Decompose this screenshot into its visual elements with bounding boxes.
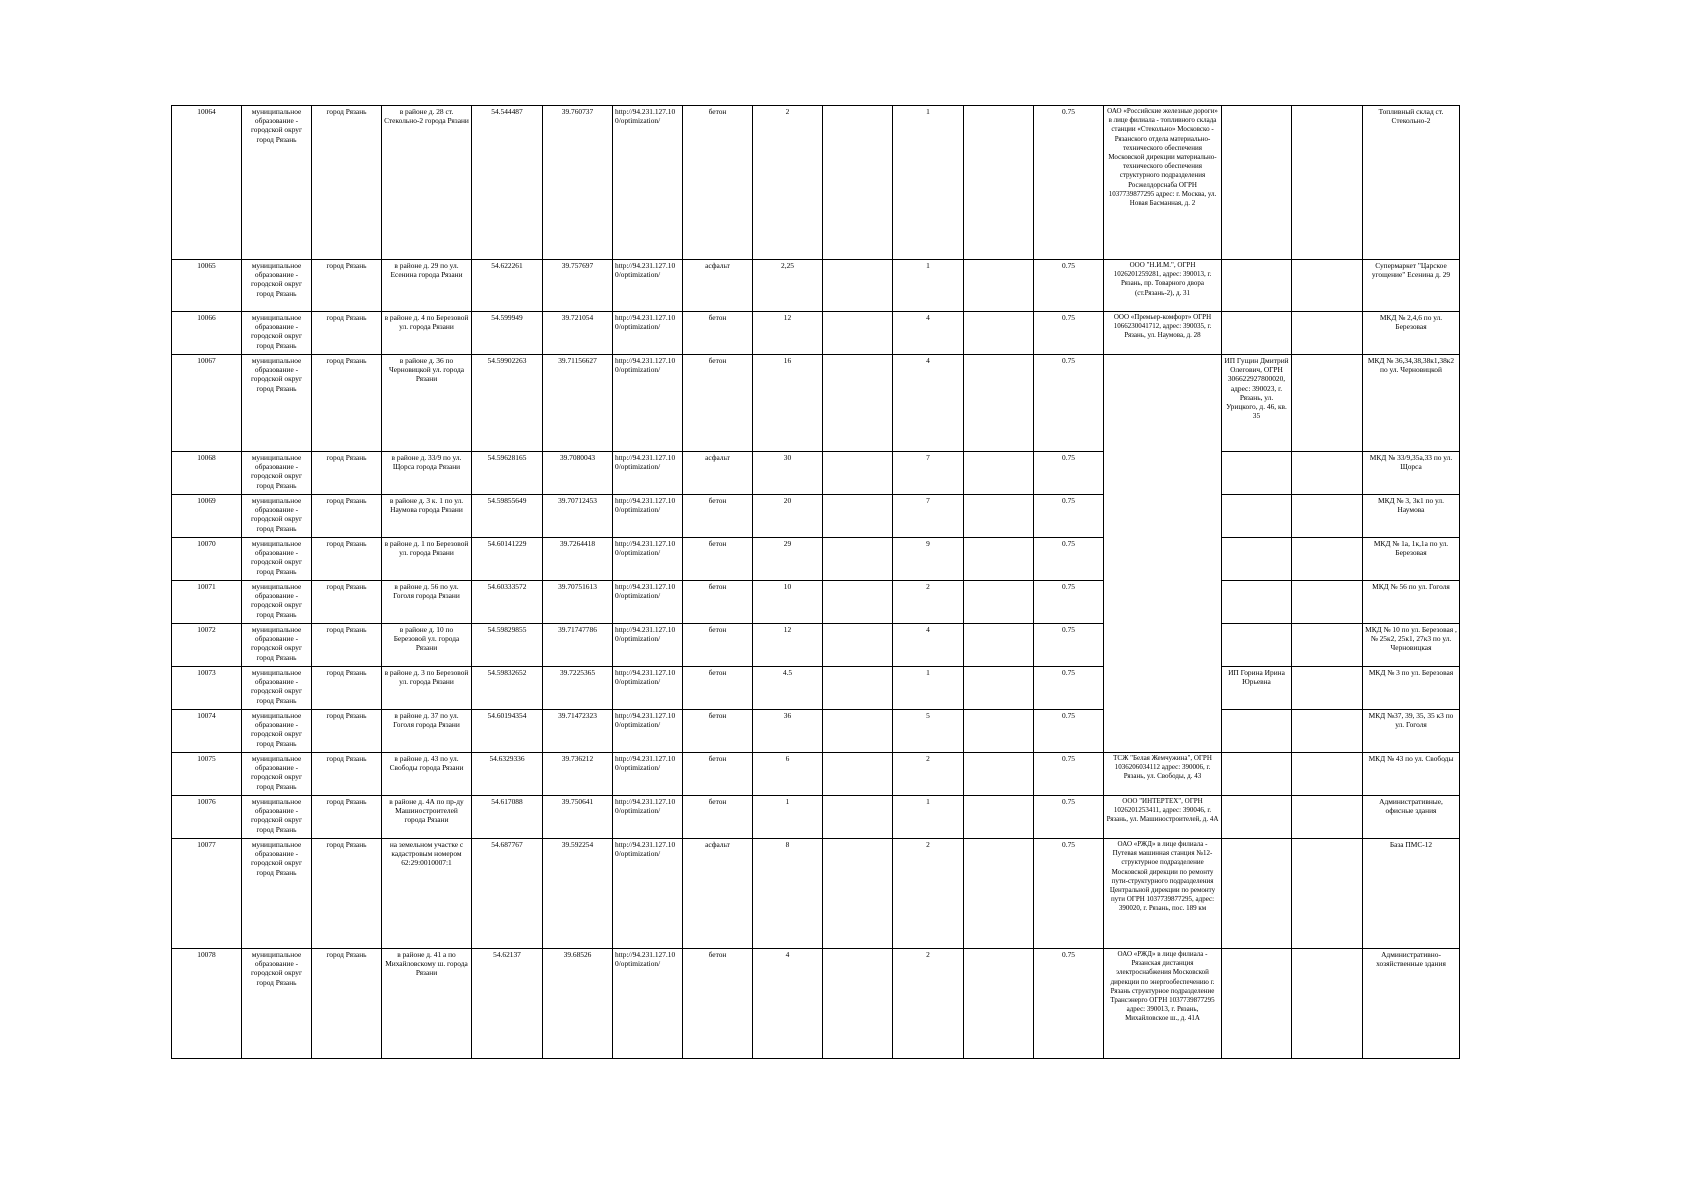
cell-empty bbox=[1292, 839, 1363, 949]
cell-id: 10070 bbox=[172, 538, 242, 581]
cell-volume: 0.75 bbox=[1034, 260, 1104, 312]
cell-id: 10065 bbox=[172, 260, 242, 312]
cell-empty bbox=[1292, 624, 1363, 667]
cell-location: в районе д. 41 а по Михайловскому ш. города Рязани bbox=[382, 949, 472, 1059]
cell-empty bbox=[1292, 495, 1363, 538]
table-row bbox=[172, 260, 1460, 312]
cell-city: город Рязань bbox=[312, 260, 382, 312]
cell-entrepreneur bbox=[1222, 260, 1292, 312]
cell-containers: 4 bbox=[893, 312, 964, 355]
cell-city: город Рязань bbox=[312, 753, 382, 796]
cell-area: 2,25 bbox=[753, 260, 823, 312]
cell-empty bbox=[823, 796, 893, 839]
cell-empty bbox=[964, 538, 1034, 581]
cell-area: 6 bbox=[753, 753, 823, 796]
cell-empty bbox=[964, 312, 1034, 355]
cell-surface: бетон bbox=[683, 495, 753, 538]
cell-id: 10068 bbox=[172, 452, 242, 495]
cell-owner: ООО "Н.И.М.", ОГРН 1026201259281, адрес: 390013, г. Рязань, пр. Товарного двора (ст.Рязань-2), д. 31 bbox=[1104, 260, 1222, 312]
cell-waste-sources: Супермаркет "Царское угощение" Есенина д. 29 bbox=[1363, 260, 1460, 312]
cell-empty bbox=[964, 452, 1034, 495]
cell-municipality: муниципальное образование - городской округ город Рязань bbox=[242, 106, 312, 260]
table-row bbox=[172, 949, 1460, 1059]
cell-surface: бетон bbox=[683, 581, 753, 624]
cell-surface: бетон bbox=[683, 106, 753, 260]
cell-containers: 1 bbox=[893, 667, 964, 710]
cell-latitude: 54.59902263 bbox=[472, 355, 543, 452]
cell-empty bbox=[823, 949, 893, 1059]
cell-map-link[interactable]: http://94.231.127.10 0/optimization/ bbox=[613, 949, 683, 1059]
cell-area: 10 bbox=[753, 581, 823, 624]
cell-location: в районе д. 4А по пр-ду Машиностроителей города Рязани bbox=[382, 796, 472, 839]
table-row bbox=[172, 106, 1460, 260]
cell-location: в районе д. 1 по Березовой ул. города Рязани bbox=[382, 538, 472, 581]
cell-containers: 1 bbox=[893, 260, 964, 312]
cell-entrepreneur bbox=[1222, 452, 1292, 495]
cell-longitude: 39.750641 bbox=[543, 796, 613, 839]
cell-map-link[interactable]: http://94.231.127.10 0/optimization/ bbox=[613, 753, 683, 796]
cell-area: 2 bbox=[753, 106, 823, 260]
cell-empty bbox=[964, 495, 1034, 538]
cell-map-link[interactable]: http://94.231.127.10 0/optimization/ bbox=[613, 312, 683, 355]
cell-city: город Рязань bbox=[312, 710, 382, 753]
cell-containers: 2 bbox=[893, 839, 964, 949]
cell-location: в районе д. 3 по Березовой ул. города Рязани bbox=[382, 667, 472, 710]
cell-latitude: 54.62137 bbox=[472, 949, 543, 1059]
cell-location: в районе д. 37 по ул. Гоголя города Рязани bbox=[382, 710, 472, 753]
cell-municipality: муниципальное образование - городской округ город Рязань bbox=[242, 624, 312, 667]
cell-entrepreneur bbox=[1222, 538, 1292, 581]
cell-area: 16 bbox=[753, 355, 823, 452]
cell-city: город Рязань bbox=[312, 581, 382, 624]
cell-waste-sources: МКД № 3 по ул. Березовая bbox=[1363, 667, 1460, 710]
cell-empty bbox=[964, 796, 1034, 839]
cell-id: 10073 bbox=[172, 667, 242, 710]
cell-empty bbox=[964, 753, 1034, 796]
cell-empty bbox=[1292, 753, 1363, 796]
table-row bbox=[172, 710, 1460, 753]
cell-map-link[interactable]: http://94.231.127.10 0/optimization/ bbox=[613, 260, 683, 312]
cell-entrepreneur bbox=[1222, 710, 1292, 753]
cell-empty bbox=[1292, 538, 1363, 581]
cell-location: в районе д. 33/9 по ул. Щорса города Рязани bbox=[382, 452, 472, 495]
cell-area: 12 bbox=[753, 312, 823, 355]
cell-id: 10074 bbox=[172, 710, 242, 753]
cell-longitude: 39.71156627 bbox=[543, 355, 613, 452]
cell-longitude: 39.7264418 bbox=[543, 538, 613, 581]
cell-map-link[interactable]: http://94.231.127.10 0/optimization/ bbox=[613, 495, 683, 538]
cell-containers: 4 bbox=[893, 624, 964, 667]
cell-containers: 9 bbox=[893, 538, 964, 581]
cell-empty bbox=[823, 260, 893, 312]
cell-longitude: 39.736212 bbox=[543, 753, 613, 796]
cell-municipality: муниципальное образование - городской округ город Рязань bbox=[242, 355, 312, 452]
cell-area: 4.5 bbox=[753, 667, 823, 710]
cell-volume: 0.75 bbox=[1034, 624, 1104, 667]
cell-surface: бетон bbox=[683, 312, 753, 355]
cell-municipality: муниципальное образование - городской округ город Рязань bbox=[242, 839, 312, 949]
table-row bbox=[172, 452, 1460, 495]
table-row bbox=[172, 538, 1460, 581]
cell-area: 30 bbox=[753, 452, 823, 495]
cell-waste-sources: Административные, офисные здания bbox=[1363, 796, 1460, 839]
table-row bbox=[172, 839, 1460, 949]
cell-map-link[interactable]: http://94.231.127.10 0/optimization/ bbox=[613, 667, 683, 710]
cell-waste-sources: МКД № 3, 3к1 по ул. Наумова bbox=[1363, 495, 1460, 538]
cell-municipality: муниципальное образование - городской округ город Рязань bbox=[242, 796, 312, 839]
cell-location: в районе д. 56 по ул. Гоголя города Рязани bbox=[382, 581, 472, 624]
cell-surface: бетон bbox=[683, 710, 753, 753]
cell-id: 10077 bbox=[172, 839, 242, 949]
cell-volume: 0.75 bbox=[1034, 355, 1104, 452]
cell-volume: 0.75 bbox=[1034, 312, 1104, 355]
cell-surface: бетон bbox=[683, 753, 753, 796]
cell-containers: 5 bbox=[893, 710, 964, 753]
cell-empty bbox=[964, 106, 1034, 260]
cell-empty bbox=[964, 581, 1034, 624]
cell-latitude: 54.6329336 bbox=[472, 753, 543, 796]
cell-empty bbox=[823, 312, 893, 355]
cell-id: 10075 bbox=[172, 753, 242, 796]
cell-longitude: 39.68526 bbox=[543, 949, 613, 1059]
cell-empty bbox=[1292, 260, 1363, 312]
cell-containers: 7 bbox=[893, 452, 964, 495]
cell-location: на земельном участке с кадастровым номером 62:29:0010007:1 bbox=[382, 839, 472, 949]
cell-city: город Рязань bbox=[312, 949, 382, 1059]
cell-surface: асфальт bbox=[683, 452, 753, 495]
cell-surface: бетон bbox=[683, 624, 753, 667]
cell-empty bbox=[823, 753, 893, 796]
table-row bbox=[172, 624, 1460, 667]
cell-municipality: муниципальное образование - городской округ город Рязань bbox=[242, 667, 312, 710]
cell-owner: ОАО «Российские железные дороги» в лице филиала - топливного склада станции «Стекольно» Московско - Рязанского отдела материально-технического обеспечения Московской дирекции материально-технического обеспечения структурного подразделения Росжелдорснаба ОГРН 1037739877295 адрес: г. Москва, ул. Новая Басманная, д. 2 bbox=[1104, 106, 1222, 260]
cell-volume: 0.75 bbox=[1034, 839, 1104, 949]
cell-latitude: 54.60333572 bbox=[472, 581, 543, 624]
cell-latitude: 54.59855649 bbox=[472, 495, 543, 538]
cell-containers: 1 bbox=[893, 796, 964, 839]
cell-area: 36 bbox=[753, 710, 823, 753]
cell-owner: ОАО «РЖД» в лице филиала - Рязанская дистанция электроснабжения Московской дирекции по энергообеспечению г. Рязань структурное подразделение Трансэнерго ОГРН 1037739877295 адрес: 390013, г. Рязань, Михайловское ш., д. 41А bbox=[1104, 949, 1222, 1059]
cell-id: 10069 bbox=[172, 495, 242, 538]
cell-empty bbox=[964, 667, 1034, 710]
cell-latitude: 54.599949 bbox=[472, 312, 543, 355]
cell-empty bbox=[1292, 581, 1363, 624]
cell-waste-sources: МКД № 33/9,35а,33 по ул. Щорса bbox=[1363, 452, 1460, 495]
cell-latitude: 54.617088 bbox=[472, 796, 543, 839]
cell-owner: ООО "ИНТЕРТЕХ", ОГРН 1026201253411, адрес: 390046, г. Рязань, ул. Машиностроителей, д. 4А bbox=[1104, 796, 1222, 839]
cell-entrepreneur bbox=[1222, 106, 1292, 260]
cell-city: город Рязань bbox=[312, 452, 382, 495]
table-row bbox=[172, 312, 1460, 355]
cell-city: город Рязань bbox=[312, 106, 382, 260]
cell-city: город Рязань bbox=[312, 839, 382, 949]
cell-waste-sources: Административно-хозяйственные здания bbox=[1363, 949, 1460, 1059]
cell-entrepreneur: ИП Гущин Дмитрий Олегович, ОГРН 306622927800020, адрес: 390023, г. Рязань, ул. Урицкого, д. 46, кв. 35 bbox=[1222, 355, 1292, 452]
registry-table bbox=[171, 105, 1460, 1059]
cell-latitude: 54.687767 bbox=[472, 839, 543, 949]
table-row bbox=[172, 355, 1460, 452]
cell-id: 10071 bbox=[172, 581, 242, 624]
cell-location: в районе д. 36 по Черновицкой ул. города Рязани bbox=[382, 355, 472, 452]
cell-city: город Рязань bbox=[312, 624, 382, 667]
cell-entrepreneur bbox=[1222, 312, 1292, 355]
cell-empty bbox=[964, 949, 1034, 1059]
cell-map-link[interactable]: http://94.231.127.10 0/optimization/ bbox=[613, 839, 683, 949]
cell-municipality: муниципальное образование - городской округ город Рязань bbox=[242, 949, 312, 1059]
cell-area: 1 bbox=[753, 796, 823, 839]
cell-longitude: 39.70751613 bbox=[543, 581, 613, 624]
cell-empty bbox=[823, 839, 893, 949]
cell-containers: 2 bbox=[893, 753, 964, 796]
cell-longitude: 39.71472323 bbox=[543, 710, 613, 753]
cell-empty bbox=[823, 710, 893, 753]
table-row bbox=[172, 796, 1460, 839]
cell-location: в районе д. 10 по Березовой ул. города Рязани bbox=[382, 624, 472, 667]
cell-map-link[interactable]: http://94.231.127.10 0/optimization/ bbox=[613, 581, 683, 624]
cell-map-link[interactable]: http://94.231.127.10 0/optimization/ bbox=[613, 106, 683, 260]
cell-latitude: 54.59829855 bbox=[472, 624, 543, 667]
cell-surface: бетон bbox=[683, 667, 753, 710]
cell-location: в районе д. 28 ст. Стекольно-2 города Рязани bbox=[382, 106, 472, 260]
cell-latitude: 54.59628165 bbox=[472, 452, 543, 495]
cell-municipality: муниципальное образование - городской округ город Рязань bbox=[242, 581, 312, 624]
cell-empty bbox=[1292, 312, 1363, 355]
cell-municipality: муниципальное образование - городской округ город Рязань bbox=[242, 710, 312, 753]
cell-id: 10064 bbox=[172, 106, 242, 260]
cell-containers: 2 bbox=[893, 949, 964, 1059]
cell-waste-sources: МКД № 2,4,6 по ул. Березовая bbox=[1363, 312, 1460, 355]
cell-city: город Рязань bbox=[312, 538, 382, 581]
cell-empty bbox=[823, 581, 893, 624]
cell-map-link[interactable]: http://94.231.127.10 0/optimization/ bbox=[613, 624, 683, 667]
cell-empty bbox=[823, 106, 893, 260]
table-row bbox=[172, 495, 1460, 538]
cell-empty bbox=[1292, 667, 1363, 710]
cell-longitude: 39.721054 bbox=[543, 312, 613, 355]
cell-waste-sources: МКД № 1а, 1к,1а по ул. Березовая bbox=[1363, 538, 1460, 581]
cell-empty bbox=[823, 495, 893, 538]
cell-id: 10066 bbox=[172, 312, 242, 355]
cell-waste-sources: МКД № 56 по ул. Гоголя bbox=[1363, 581, 1460, 624]
cell-area: 12 bbox=[753, 624, 823, 667]
cell-map-link[interactable]: http://94.231.127.10 0/optimization/ bbox=[613, 710, 683, 753]
cell-empty bbox=[823, 355, 893, 452]
cell-waste-sources: Топливный склад ст. Стекольно-2 bbox=[1363, 106, 1460, 260]
cell-longitude: 39.70712453 bbox=[543, 495, 613, 538]
cell-volume: 0.75 bbox=[1034, 949, 1104, 1059]
cell-location: в районе д. 3 к. 1 по ул. Наумова города Рязани bbox=[382, 495, 472, 538]
cell-surface: бетон bbox=[683, 538, 753, 581]
cell-latitude: 54.622261 bbox=[472, 260, 543, 312]
cell-empty bbox=[1292, 949, 1363, 1059]
cell-longitude: 39.71747786 bbox=[543, 624, 613, 667]
cell-latitude: 54.59832652 bbox=[472, 667, 543, 710]
cell-owner: ООО «Премьер-комфорт» ОГРН 1066230041712, адрес: 390035, г. Рязань, ул. Наумова, д. 28 bbox=[1104, 312, 1222, 355]
table-row bbox=[172, 753, 1460, 796]
cell-volume: 0.75 bbox=[1034, 796, 1104, 839]
cell-longitude: 39.760737 bbox=[543, 106, 613, 260]
cell-empty bbox=[1292, 796, 1363, 839]
table-row bbox=[172, 667, 1460, 710]
cell-volume: 0.75 bbox=[1034, 538, 1104, 581]
cell-volume: 0.75 bbox=[1034, 452, 1104, 495]
cell-latitude: 54.544487 bbox=[472, 106, 543, 260]
cell-city: город Рязань bbox=[312, 355, 382, 452]
cell-waste-sources: МКД № 10 по ул. Березовая ,№ 25к2, 25к1, 27к3 по ул. Черновицкая bbox=[1363, 624, 1460, 667]
cell-empty bbox=[1292, 710, 1363, 753]
cell-area: 4 bbox=[753, 949, 823, 1059]
cell-id: 10078 bbox=[172, 949, 242, 1059]
cell-volume: 0.75 bbox=[1034, 753, 1104, 796]
cell-containers: 1 bbox=[893, 106, 964, 260]
cell-longitude: 39.7080043 bbox=[543, 452, 613, 495]
cell-entrepreneur bbox=[1222, 581, 1292, 624]
cell-containers: 7 bbox=[893, 495, 964, 538]
cell-entrepreneur bbox=[1222, 624, 1292, 667]
cell-area: 29 bbox=[753, 538, 823, 581]
cell-city: город Рязань bbox=[312, 495, 382, 538]
cell-volume: 0.75 bbox=[1034, 495, 1104, 538]
cell-municipality: муниципальное образование - городской округ город Рязань bbox=[242, 538, 312, 581]
cell-entrepreneur bbox=[1222, 839, 1292, 949]
cell-owner: ТСЖ "Белая Жемчужина", ОГРН 1036206034112 адрес: 390006, г. Рязань, ул. Свободы, д. 43 bbox=[1104, 753, 1222, 796]
cell-volume: 0.75 bbox=[1034, 667, 1104, 710]
cell-waste-sources: База ПМС-12 bbox=[1363, 839, 1460, 949]
cell-containers: 4 bbox=[893, 355, 964, 452]
cell-empty bbox=[964, 839, 1034, 949]
cell-area: 8 bbox=[753, 839, 823, 949]
cell-map-link[interactable]: http://94.231.127.10 0/optimization/ bbox=[613, 452, 683, 495]
cell-surface: асфальт bbox=[683, 839, 753, 949]
cell-volume: 0.75 bbox=[1034, 581, 1104, 624]
cell-city: город Рязань bbox=[312, 796, 382, 839]
cell-owner bbox=[1104, 355, 1222, 753]
cell-area: 20 bbox=[753, 495, 823, 538]
cell-waste-sources: МКД № 36,34,38,38к1,38к2 по ул. Черновицкой bbox=[1363, 355, 1460, 452]
cell-surface: бетон bbox=[683, 796, 753, 839]
cell-municipality: муниципальное образование - городской округ город Рязань bbox=[242, 753, 312, 796]
cell-longitude: 39.592254 bbox=[543, 839, 613, 949]
cell-empty bbox=[964, 710, 1034, 753]
cell-map-link[interactable]: http://94.231.127.10 0/optimization/ bbox=[613, 538, 683, 581]
cell-latitude: 54.60141229 bbox=[472, 538, 543, 581]
cell-empty bbox=[1292, 355, 1363, 452]
cell-city: город Рязань bbox=[312, 312, 382, 355]
cell-empty bbox=[1292, 452, 1363, 495]
cell-municipality: муниципальное образование - городской округ город Рязань bbox=[242, 260, 312, 312]
cell-surface: бетон bbox=[683, 949, 753, 1059]
cell-entrepreneur bbox=[1222, 753, 1292, 796]
cell-latitude: 54.60194354 bbox=[472, 710, 543, 753]
cell-waste-sources: МКД № 43 по ул. Свободы bbox=[1363, 753, 1460, 796]
cell-owner: ОАО «РЖД» в лице филиала - Путевая машинная станция №12-структурное подразделение Московской дирекции по ремонту пути-структурного подразделения Центральной дирекции по ремонту пути ОГРН 1037739877295, адрес: 390020, г. Рязань, пос. 189 км bbox=[1104, 839, 1222, 949]
cell-volume: 0.75 bbox=[1034, 106, 1104, 260]
cell-empty bbox=[823, 538, 893, 581]
cell-longitude: 39.7225365 bbox=[543, 667, 613, 710]
cell-municipality: муниципальное образование - городской округ город Рязань bbox=[242, 452, 312, 495]
cell-volume: 0.75 bbox=[1034, 710, 1104, 753]
table-row bbox=[172, 581, 1460, 624]
cell-empty bbox=[964, 260, 1034, 312]
cell-city: город Рязань bbox=[312, 667, 382, 710]
cell-id: 10076 bbox=[172, 796, 242, 839]
cell-entrepreneur bbox=[1222, 949, 1292, 1059]
cell-longitude: 39.757697 bbox=[543, 260, 613, 312]
cell-map-link[interactable]: http://94.231.127.10 0/optimization/ bbox=[613, 355, 683, 452]
cell-location: в районе д. 43 по ул. Свободы города Рязани bbox=[382, 753, 472, 796]
cell-entrepreneur bbox=[1222, 796, 1292, 839]
cell-entrepreneur bbox=[1222, 495, 1292, 538]
cell-map-link[interactable]: http://94.231.127.10 0/optimization/ bbox=[613, 796, 683, 839]
cell-municipality: муниципальное образование - городской округ город Рязань bbox=[242, 495, 312, 538]
cell-id: 10067 bbox=[172, 355, 242, 452]
cell-entrepreneur: ИП Горина Ирина Юрьевна bbox=[1222, 667, 1292, 710]
cell-location: в районе д. 29 по ул. Есенина города Рязани bbox=[382, 260, 472, 312]
cell-surface: асфальт bbox=[683, 260, 753, 312]
cell-id: 10072 bbox=[172, 624, 242, 667]
cell-empty bbox=[823, 624, 893, 667]
cell-municipality: муниципальное образование - городской округ город Рязань bbox=[242, 312, 312, 355]
cell-empty bbox=[1292, 106, 1363, 260]
cell-waste-sources: МКД №37, 39, 35, 35 к3 по ул. Гоголя bbox=[1363, 710, 1460, 753]
cell-empty bbox=[964, 624, 1034, 667]
cell-empty bbox=[964, 355, 1034, 452]
cell-location: в районе д. 4 по Березовой ул. города Рязани bbox=[382, 312, 472, 355]
cell-empty bbox=[823, 452, 893, 495]
cell-surface: бетон bbox=[683, 355, 753, 452]
cell-empty bbox=[823, 667, 893, 710]
cell-containers: 2 bbox=[893, 581, 964, 624]
